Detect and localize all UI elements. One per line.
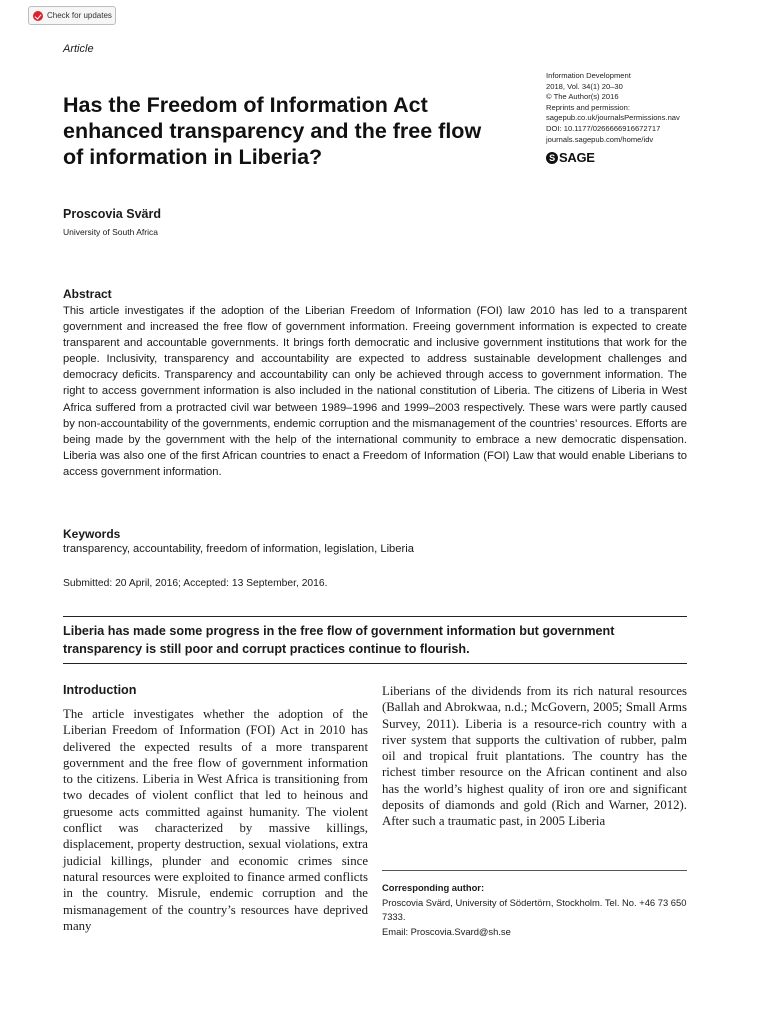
check-badge-icon [33,11,43,21]
introduction-right-column: Liberians of the dividends from its rich natural resources (Ballah and Abrokwaa, n.d.; McGovern, 2005; Small Arms Survey, 2011). Liberia is a resource-rich country with a river system that supports the cultivation of rubber, palm oil and tropical fruit plantations. The country has the richest timber resource on the African continent and also has the world’s highest quality of iron ore and significant deposits of diamonds and gold (Rich and Warner, 2012). After such a traumatic past, in 2005 Liberia [382,684,687,829]
journal-volume: 2018, Vol. 34(1) 20–30 [546,81,623,91]
check-for-updates-button[interactable] [28,6,116,25]
footnote-divider [382,870,687,871]
author-affiliation: University of South Africa [63,227,158,237]
keywords-list: transparency, accountability, freedom of information, legislation, Liberia [63,543,414,555]
publisher-logo [546,150,595,165]
journal-info [546,71,746,145]
journal-name: Information Development [546,71,631,80]
submission-dates: Submitted: 20 April, 2016; Accepted: 13 September, 2016. [63,578,328,589]
journal-homepage-link[interactable]: journals.sagepub.com/home/idv [546,134,654,144]
abstract-heading: Abstract [63,287,112,301]
corresponding-author-block [382,881,687,939]
corresponding-author-address: Proscovia Svärd, University of Södertörn, Stockholm. Tel. No. +46 73 650 7333. [382,896,687,922]
highlight-top-divider [63,616,687,617]
highlight-bottom-divider [63,663,687,664]
abstract-body: This article investigates if the adoption of the Liberian Freedom of Information (FOI) law 2010 has led to a transparent government and increased the free flow of government information. Freeing government information is expected to create transparent and accountable governments. It brings forth democratic and inclusive government institutions that work for the people. Inclusivity, transparency and accountability are expected to address sustainable development challenges and democracy deficits. Transparency and accountability can only be achieved through access to government information. The right to access government information is also included in the national constitution of Liberia. The citizens of Liberia in West Africa suffered from a protracted civil war between 1989–1996 and 1999–2003 respectively. These wars were partly caused by non-accountability of the governments, endemic corruption and the mismanagement of the countries’ resources. Efforts are being made by the government with the help of the international community to embrace a new democratic dispensation. Liberia was also one of the first African countries to enact a Freedom of Information (FOI) Law that would enable Liberians to access government information. [63,305,687,478]
keywords-heading: Keywords [63,527,121,541]
check-for-updates-label: Check for updates [47,11,112,20]
corresponding-author-heading: Corresponding author: [382,882,485,893]
journal-doi[interactable]: DOI: 10.1177/0266666916672717 [546,123,661,133]
sage-logo-icon: S [546,152,558,164]
introduction-heading: Introduction [63,683,137,697]
journal-copyright: © The Author(s) 2016 [546,92,619,102]
introduction-left-column: The article investigates whether the adoption of the Liberian Freedom of Information (FOI) Act in 2010 has delivered the expected results of a more transparent government and the free flow of government information to the citizens. Liberia in West Africa is transitioning from two decades of violent conflict that led to heinous and gruesome acts committed against humanity. The violent conflict was characterized by massive killings, displacement, property destruction, sexual violations, extra judicial killings, plunder and economic crimes since natural resources were exploited to finance armed conflicts in the country. Misrule, endemic corruption and the mismanagement of the country’s resources have deprived many [63,707,368,933]
author-name: Proscovia Svärd [63,207,161,221]
journal-permissions-link[interactable]: sagepub.co.uk/journalsPermissions.nav [546,113,680,123]
corresponding-author-email[interactable]: Email: Proscovia.Svard@sh.se [382,925,511,937]
journal-reprints: Reprints and permission: [546,102,630,112]
article-title: Has the Freedom of Information Act enhanced transparency and the free flow of information in Liberia? [63,93,482,169]
article-type-label: Article [63,43,94,55]
publisher-name: SAGE [559,150,595,165]
highlight-statement: Liberia has made some progress in the free flow of government information but government transparency is still poor and corrupt practices continue to flourish. [63,624,615,656]
